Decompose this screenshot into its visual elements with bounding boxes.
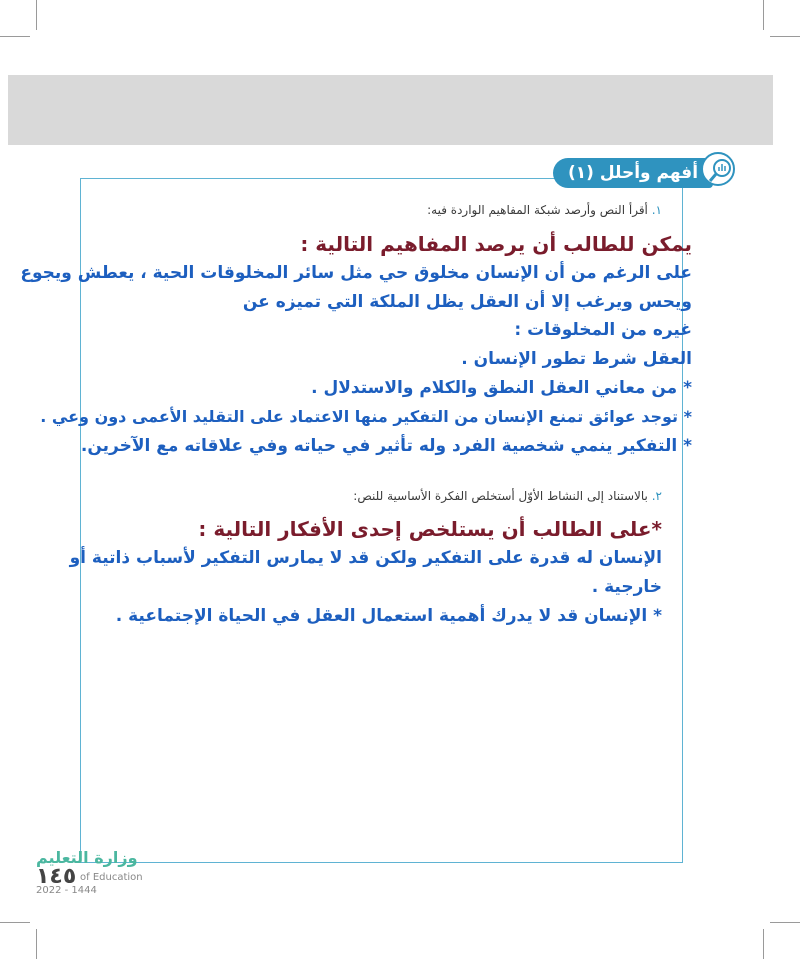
crop-mark: [36, 0, 37, 30]
question-text: بالاستناد إلى النشاط الأوّل أستخلص الفكرة الأساسية للنص:: [353, 489, 648, 503]
question-number: ٢.: [651, 489, 662, 503]
question-number: ١.: [651, 203, 662, 217]
gray-header-band: [8, 75, 773, 145]
ministry-logo: وزارة التعليم: [36, 848, 138, 867]
edition-year: 2022 - 1444: [36, 885, 97, 896]
answer2-line: الإنسان له قدرة على التفكير ولكن قد لا يمارس التفكير لأسباب ذاتية أو: [69, 548, 662, 568]
magnifier-chart-icon: [701, 152, 735, 186]
crop-mark: [763, 0, 764, 30]
answer2-line: خارجية .: [591, 577, 662, 597]
crop-mark: [0, 922, 30, 923]
crop-mark: [763, 929, 764, 959]
crop-mark: [770, 922, 800, 923]
answer1-line: * من معاني العقل النطق والكلام والاستدلال .: [311, 378, 692, 398]
answer1-line: * توجد عوائق تمنع الإنسان من التفكير منها الاعتماد على التقليد الأعمى دون وعي .: [40, 407, 692, 426]
answer1-line: على الرغم من أن الإنسان مخلوق حي مثل سائر المخلوقات الحية ، يعطش ويجوع: [20, 263, 692, 283]
activity-title: أفهم وأحلل (١): [567, 163, 699, 183]
crop-mark: [0, 36, 30, 37]
question-text: أقرأ النص وأرصد شبكة المفاهيم الواردة فيه:: [427, 203, 648, 217]
answer1-heading: يمكن للطالب أن يرصد المفاهيم التالية :: [300, 232, 692, 256]
page-number: ١٤٥: [36, 864, 77, 889]
answer2-heading: *على الطالب أن يستلخص إحدى الأفكار التالية :: [198, 517, 662, 541]
answer1-line: العقل شرط تطور الإنسان .: [461, 349, 692, 369]
ministry-english: of Education: [80, 872, 143, 883]
answer1-line: غيره من المخلوقات :: [514, 320, 692, 340]
answer2-line: * الإنسان قد لا يدرك أهمية استعمال العقل في الحياة الإجتماعية .: [115, 606, 662, 626]
activity-header: [553, 158, 713, 188]
answer1-line: ويحس ويرغب إلا أن العقل يظل الملكة التي تميزه عن: [242, 292, 692, 312]
question-2: [353, 489, 662, 503]
question-1: [427, 203, 662, 217]
crop-mark: [770, 36, 800, 37]
crop-mark: [36, 929, 37, 959]
answer1-line: * التفكير ينمي شخصية الفرد وله تأثير في حياته وفي علاقاته مع الآخرين.: [80, 436, 692, 456]
